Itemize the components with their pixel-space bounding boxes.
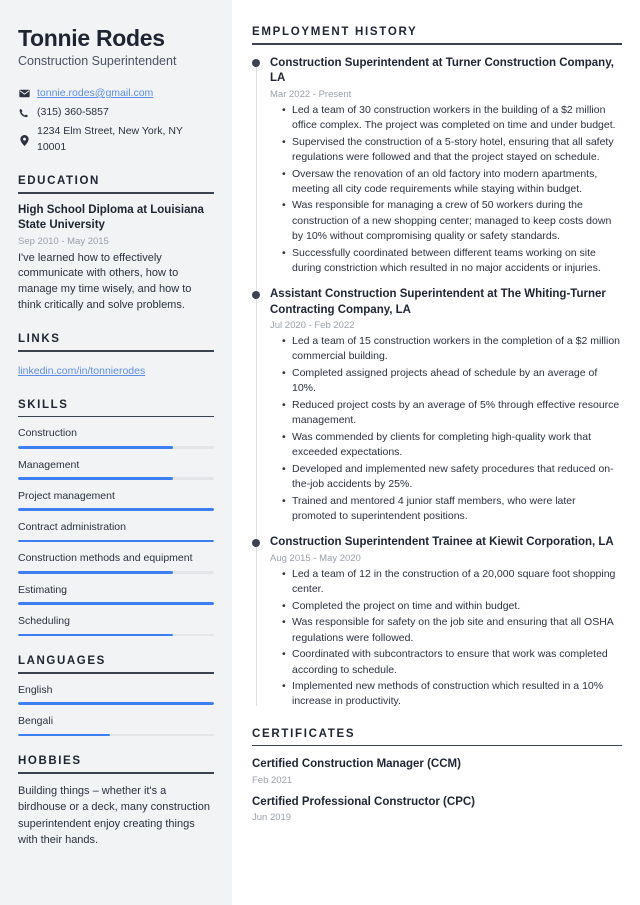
language-item [18,683,214,705]
skill-bar-track [18,602,214,605]
language-label: Bengali [18,715,54,728]
skill-bar-fill [18,446,173,449]
job-bullet: • Led a team of 15 construction workers in the completion of a $2 million commercial building. [292,334,622,364]
education-degree: High School Diploma at Louisiana State University [18,203,204,232]
phone-icon [18,108,30,118]
job-bullet: • Was responsible for safety on the job site and ensuring that all OSHA regulations were followed. [292,615,622,645]
skill-label: Contract administration [18,521,126,534]
contact-email-value[interactable]: tonnie.rodes@gmail.com [37,86,154,99]
skill-item [18,583,214,605]
language-bar-track [18,734,214,737]
job-bullet: • Developed and implemented new safety procedures that reduced on-the-job accidents by 25%. [292,462,622,492]
certificate-name: Certified Professional Constructor (CPC) [252,795,475,808]
skill-item [18,551,214,573]
main-column [232,0,640,905]
languages-heading: LANGUAGES [18,655,106,668]
job-entry [270,56,622,276]
certificate-date: Feb 2021 [252,774,293,786]
job-bullet: • Implemented new methods of construction which resulted in a 10% increase in productivity. [292,679,622,709]
contact-phone-value: (315) 360-5857 [37,106,109,119]
contact-email[interactable] [18,86,214,102]
skill-item [18,489,214,511]
skill-item [18,520,214,542]
job-bullet: • Completed the project on time and within budget. [292,599,622,614]
language-bar-fill [18,702,214,705]
job-bullet: • Led a team of 30 construction workers in the building of a $2 million office complex. The project was completed on time and under budget. [292,103,622,133]
employment-timeline [252,56,622,710]
skill-item [18,458,214,480]
employment-section [252,26,622,710]
link-linkedin[interactable]: linkedin.com/in/tonnierodes [18,364,146,377]
skill-bar-fill [18,602,214,605]
hobbies-heading: HOBBIES [18,755,82,768]
job-bullet: • Was commended by clients for completing high-quality work that exceeded expectations. [292,430,622,460]
job-bullet: • Completed assigned projects ahead of schedule by an average of 10%. [292,366,622,396]
job-title: Assistant Construction Superintendent at The Whiting-Turner Contracting Company, LA [270,288,606,316]
job-date: Mar 2022 - Present [270,88,352,100]
skill-label: Construction [18,427,77,440]
certificate-item [252,757,622,786]
education-description: I've learned how to effectively communicate with others, how to manage my time wisely, and how to think critically and solve problems. [18,251,192,312]
certificate-name: Certified Construction Manager (CCM) [252,758,461,771]
language-item [18,714,214,736]
skills-list [18,417,214,636]
timeline-dot-icon [252,291,260,299]
contact-phone [18,105,214,121]
job-bullet: • Coordinated with subcontractors to ensure that work was completed according to schedule. [292,647,622,677]
skill-bar-fill [18,477,173,480]
job-date: Aug 2015 - May 2020 [270,552,361,564]
skill-bar-track [18,508,214,511]
skill-bar-fill [18,634,173,637]
contact-address-value: 1234 Elm Street, New York, NY 10001 [37,125,183,154]
skill-bar-track [18,477,214,480]
languages-section [18,655,214,736]
job-bullet: • Supervised the construction of a 5-story hotel, ensuring that all safety regulations were followed and that the project stayed on schedule. [292,135,622,165]
hobbies-section [18,755,214,849]
skill-bar-fill [18,571,173,574]
education-date: Sep 2010 - May 2015 [18,235,109,247]
job-bullet: • Reduced project costs by an average of 5% through effective resource management. [292,398,622,428]
language-bar-fill [18,734,110,737]
job-bullet: • Oversaw the renovation of an old factory into modern apartments, meeting all city code requirements while staying within budget. [292,167,622,197]
education-section [18,175,214,314]
languages-list [18,674,214,737]
skill-bar-track [18,446,214,449]
skill-bar-track [18,540,214,543]
links-heading: LINKS [18,333,61,346]
links-section [18,333,214,379]
employment-divider [252,43,622,45]
timeline-dot-icon [252,59,260,67]
skills-section [18,399,214,637]
skill-label: Project management [18,489,115,502]
job-bullet-list [270,103,622,276]
certificates-divider [252,745,622,747]
job-entry [270,535,622,709]
sidebar [0,0,232,905]
language-label: English [18,683,53,696]
skill-bar-track [18,571,214,574]
job-title: Construction Superintendent at Turner Construction Company, LA [270,56,614,85]
skill-bar-track [18,634,214,637]
certificates-heading: CERTIFICATES [252,727,356,740]
timeline-dot-icon [252,539,260,547]
job-bullet-list [270,334,622,524]
skill-label: Construction methods and equipment [18,552,193,565]
job-date: Jul 2020 - Feb 2022 [270,320,355,332]
candidate-name: Tonnie Rodes [18,25,165,51]
location-pin-icon [18,135,30,146]
job-title: Construction Superintendent Trainee at Kiewit Corporation, LA [270,536,614,549]
candidate-job-title: Construction Superintendent [18,54,177,69]
certificate-item [252,795,622,824]
employment-heading: EMPLOYMENT HISTORY [252,26,418,38]
hobbies-text: Building things – whether it's a birdhouse or a deck, many construction superintendent enjoy creating things with their hands. [18,784,210,847]
job-bullet: • Successfully coordinated between different teams working on site during constriction which resulted in no major accidents or injuries. [292,246,622,276]
certificates-section [252,728,622,824]
skill-bar-fill [18,540,214,543]
job-bullet: • Led a team of 12 in the construction of a 20,000 square foot shopping center. [292,567,622,597]
skills-heading: SKILLS [18,398,69,411]
job-bullet: • Was responsible for managing a crew of 50 workers during the construction of a new shopping center; managed to keep costs down by 10% without compromising quality or safety standards. [292,198,622,244]
skill-label: Estimating [18,583,68,596]
language-bar-track [18,702,214,705]
skill-bar-fill [18,508,214,511]
skill-label: Scheduling [18,614,70,627]
contact-address [18,124,214,156]
job-entry [270,287,622,524]
certificates-list [252,757,622,823]
contact-list [18,86,214,156]
skill-item [18,614,214,636]
envelope-icon [18,89,30,98]
skill-item [18,426,214,448]
education-heading: EDUCATION [18,174,100,187]
job-bullet: • Trained and mentored 4 junior staff members, who were later promoted to superintendent positions. [292,494,622,524]
job-bullet-list [270,567,622,710]
skill-label: Management [18,458,80,471]
certificate-date: Jun 2019 [252,812,292,824]
